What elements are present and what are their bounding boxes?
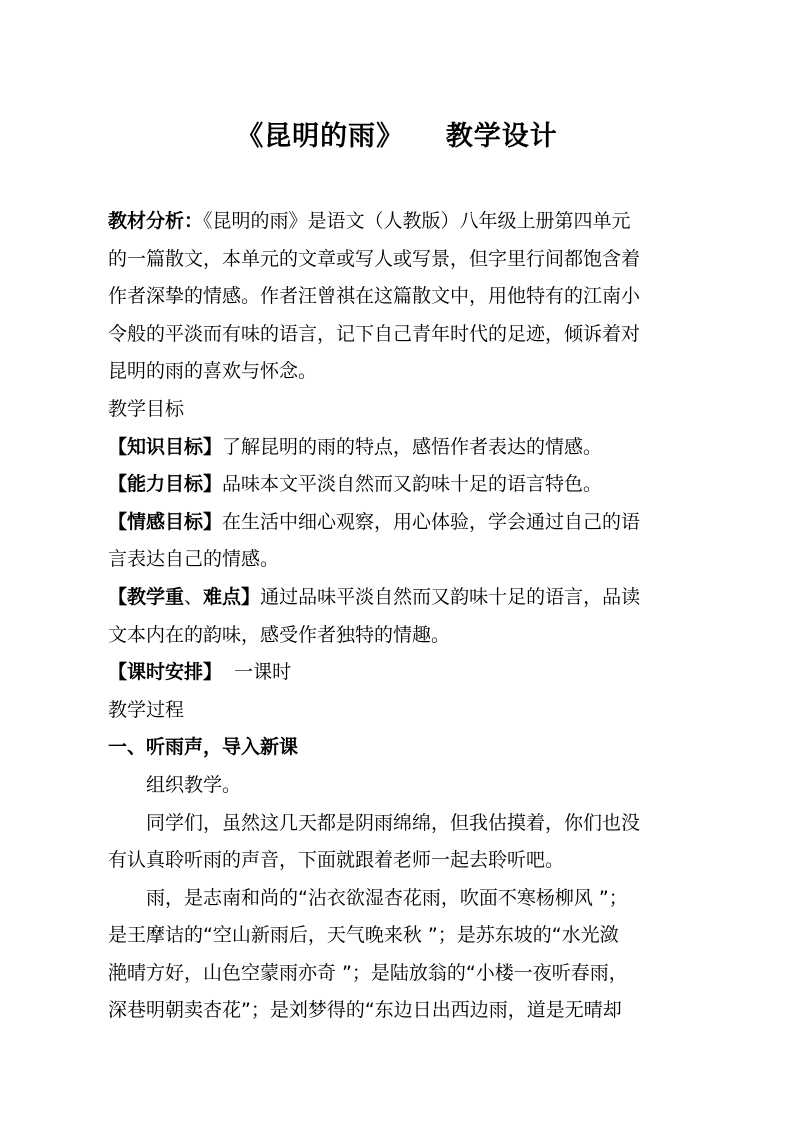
section1-paragraph-3-line-4: 深巷明朝卖杏花”；是刘梦得的“东边日出西边雨，道是无晴却 <box>108 999 622 1022</box>
key-points-label-sep: 、 <box>184 585 204 608</box>
document-body <box>108 203 694 1030</box>
section1-paragraph-3-line-3: 滟晴方好，山色空蒙雨亦奇 ”；是陆放翁的“小楼一夜听春雨， <box>108 961 628 984</box>
schedule-label: 【课时安排】 <box>108 661 223 684</box>
goals-heading: 教学目标 <box>108 397 185 420</box>
key-points-label-open: 【教学重 <box>108 585 185 608</box>
schedule-text: 一课时 <box>222 661 292 684</box>
section1-heading: 一、听雨声，导入新课 <box>108 736 299 759</box>
section1-paragraph-2-line-1: 同学们，虽然这几天都是阴雨绵绵，但我估摸着，你们也没 <box>146 811 641 834</box>
emotion-goal-line-2: 言表达自己的情感。 <box>108 548 280 571</box>
key-points-label-close: 】 <box>241 585 261 608</box>
analysis-line-4: 令般的平淡而有味的语言，记下自己青年时代的足迹，倾诉着对 <box>108 322 641 345</box>
analysis-label: 教材分析： <box>108 210 204 232</box>
key-points-line-2: 文本内在的韵味，感受作者独特的情趣。 <box>108 623 451 646</box>
emotion-goal-label: 【情感目标】 <box>108 510 223 533</box>
schedule <box>108 654 694 692</box>
page-title: 《昆明的雨》 教学设计 <box>236 121 558 152</box>
analysis-text-1: 《昆明的雨》是语文（人教版）八年级上册第四单元 <box>203 210 631 232</box>
key-points-label-rest: 难点 <box>203 585 242 608</box>
process-heading: 教学过程 <box>108 698 185 721</box>
section1-paragraph-1: 组织教学。 <box>146 773 242 796</box>
section1-paragraph-2-line-2: 有认真聆听雨的声音，下面就跟着老师一起去聆听吧。 <box>108 849 565 872</box>
analysis-line-1 <box>108 203 694 241</box>
ability-goal <box>108 466 694 504</box>
knowledge-goal <box>108 429 694 467</box>
emotion-goal-line-1 <box>108 504 694 542</box>
ability-goal-label: 【能力目标】 <box>108 473 223 496</box>
analysis-line-2: 的一篇散文，本单元的文章或写人或写景，但字里行间都饱含着 <box>108 247 641 270</box>
key-points-text-1: 通过品味平淡自然而又韵味十足的语言，品读 <box>260 585 641 608</box>
analysis-line-5: 昆明的雨的喜欢与怀念。 <box>108 360 318 383</box>
knowledge-goal-text: 了解昆明的雨的特点，感悟作者表达的情感。 <box>222 435 603 458</box>
knowledge-goal-label: 【知识目标】 <box>108 435 223 458</box>
analysis-line-3: 作者深挚的情感。作者汪曾祺在这篇散文中，用他特有的江南小 <box>108 285 641 308</box>
section1-paragraph-3-line-2: 是王摩诘的“空山新雨后，天气晚来秋 ”；是苏东坡的“水光潋 <box>108 924 619 947</box>
section1-paragraph-3-line-1: 雨，是志南和尚的“沾衣欲湿杏花雨，吹面不寒杨柳风 ”； <box>146 886 628 909</box>
emotion-goal-text-1: 在生活中细心观察，用心体验，学会通过自己的语 <box>222 510 641 533</box>
key-points-line-1 <box>108 579 694 617</box>
ability-goal-text: 品味本文平淡自然而又韵味十足的语言特色。 <box>222 473 603 496</box>
